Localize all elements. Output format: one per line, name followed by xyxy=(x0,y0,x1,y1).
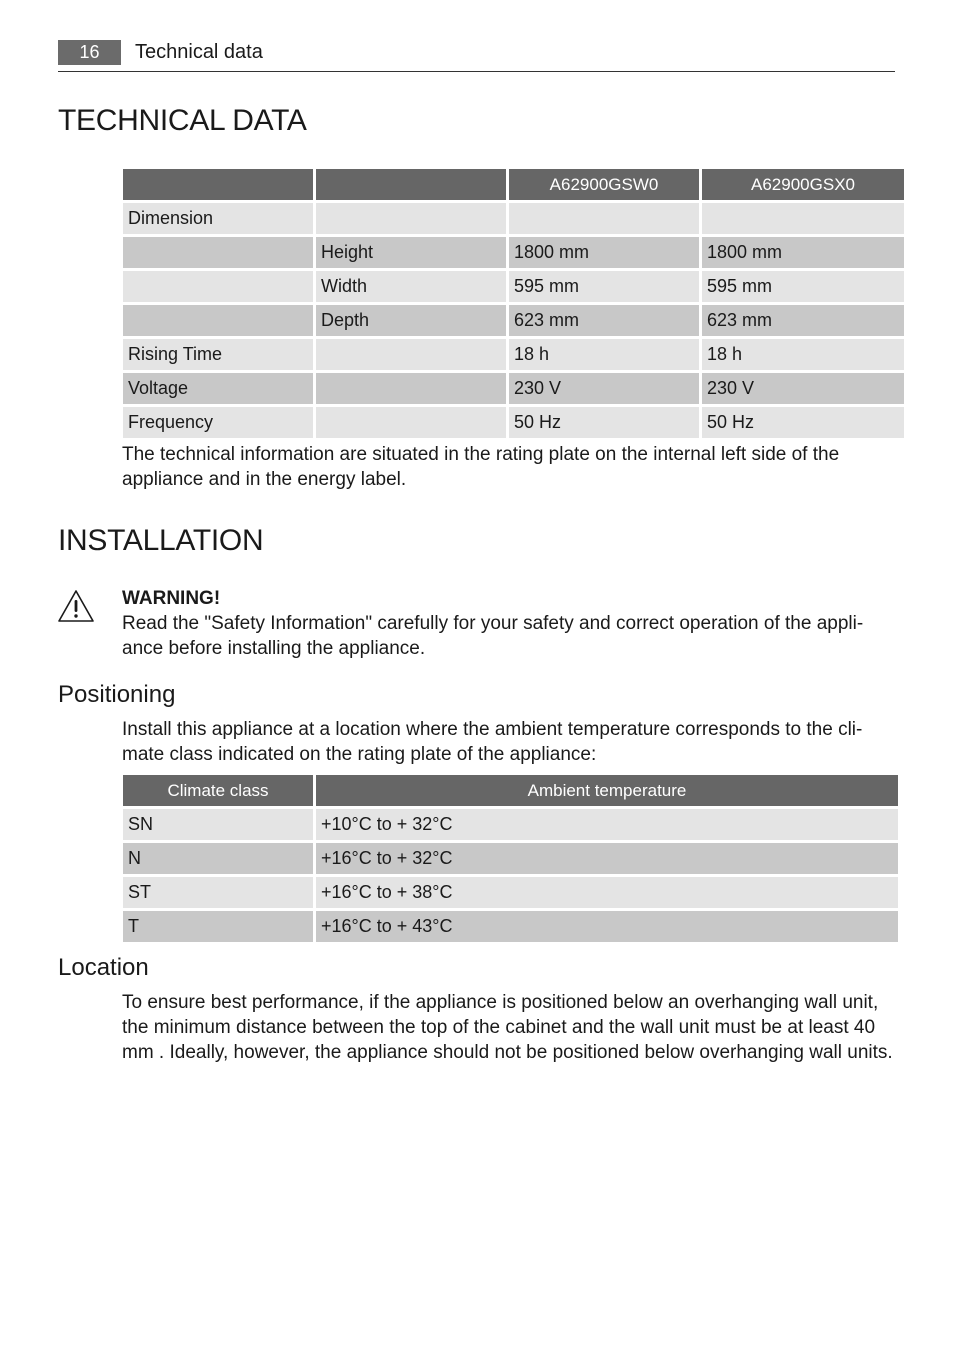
positioning-text: Install this appliance at a location where the ambient temperature corresponds to the cli-mate class indicated on the rating plate of the appliance: xyxy=(122,719,863,765)
positioning-title: Positioning xyxy=(58,681,176,708)
page-header xyxy=(58,40,895,72)
table-cell xyxy=(316,339,506,370)
warning-triangle-icon xyxy=(57,589,95,623)
table-cell xyxy=(316,373,506,404)
technical-data-title: TECHNICAL DATA xyxy=(58,104,307,137)
table-cell: 623 mm xyxy=(509,305,699,336)
table-cell: 18 h xyxy=(702,339,904,370)
table-cell: Rising Time xyxy=(123,339,313,370)
table-cell: SN xyxy=(123,809,313,840)
table-cell xyxy=(316,407,506,438)
table-cell: Voltage xyxy=(123,373,313,404)
header-cell: A62900GSX0 xyxy=(702,169,904,200)
table-row xyxy=(123,809,898,840)
table-row xyxy=(123,339,904,370)
header-cell: Climate class xyxy=(123,775,313,806)
warning-title: WARNING! xyxy=(122,588,221,609)
table-cell: 623 mm xyxy=(702,305,904,336)
table-cell: 1800 mm xyxy=(702,237,904,268)
table-cell: Dimension xyxy=(123,203,313,234)
page-number: 16 xyxy=(58,40,121,65)
table-cell: N xyxy=(123,843,313,874)
table-cell: +16°C to + 32°C xyxy=(316,843,898,874)
table-cell: 595 mm xyxy=(702,271,904,302)
header-cell: A62900GSW0 xyxy=(509,169,699,200)
table-row xyxy=(123,911,898,942)
table-cell: Depth xyxy=(316,305,506,336)
table-cell: 230 V xyxy=(702,373,904,404)
header-cell xyxy=(123,169,313,200)
table-row xyxy=(123,843,898,874)
table-row xyxy=(123,237,904,268)
technical-data-table xyxy=(120,166,907,441)
table-header-row xyxy=(123,775,898,806)
table-cell: T xyxy=(123,911,313,942)
table-cell: 50 Hz xyxy=(509,407,699,438)
table-cell: +16°C to + 43°C xyxy=(316,911,898,942)
table-cell: 50 Hz xyxy=(702,407,904,438)
table-cell: 595 mm xyxy=(509,271,699,302)
running-title: Technical data xyxy=(135,41,263,63)
table-row xyxy=(123,407,904,438)
table-cell: ST xyxy=(123,877,313,908)
table-cell: +10°C to + 32°C xyxy=(316,809,898,840)
table-row xyxy=(123,305,904,336)
table-row xyxy=(123,877,898,908)
table-cell xyxy=(123,305,313,336)
installation-title: INSTALLATION xyxy=(58,524,264,557)
table-cell xyxy=(123,237,313,268)
table-row xyxy=(123,373,904,404)
table-row xyxy=(123,271,904,302)
table-cell: Frequency xyxy=(123,407,313,438)
header-cell xyxy=(316,169,506,200)
table-header-row xyxy=(123,169,904,200)
location-title: Location xyxy=(58,954,149,981)
climate-class-table xyxy=(120,772,901,945)
table-row xyxy=(123,203,904,234)
table-cell: 18 h xyxy=(509,339,699,370)
table-cell: 1800 mm xyxy=(509,237,699,268)
warning-text: Read the "Safety Information" carefully for your safety and correct operation of the appli-ance before installing the appliance. xyxy=(122,613,864,659)
table-cell xyxy=(123,271,313,302)
location-text: To ensure best performance, if the appliance is positioned below an overhanging wall unit, the minimum distance between the top of the cabinet and the wall unit must be at least 40 mm . Ideally, however, the appliance should not be positioned below overhanging wall units. xyxy=(122,992,893,1063)
technical-data-note: The technical information are situated in the rating plate on the internal left side of the appliance and in the energy label. xyxy=(122,444,840,490)
table-cell: +16°C to + 38°C xyxy=(316,877,898,908)
header-cell: Ambient temperature xyxy=(316,775,898,806)
table-cell xyxy=(509,203,699,234)
table-cell: Width xyxy=(316,271,506,302)
table-cell: Height xyxy=(316,237,506,268)
table-cell xyxy=(702,203,904,234)
table-cell: 230 V xyxy=(509,373,699,404)
table-cell xyxy=(316,203,506,234)
